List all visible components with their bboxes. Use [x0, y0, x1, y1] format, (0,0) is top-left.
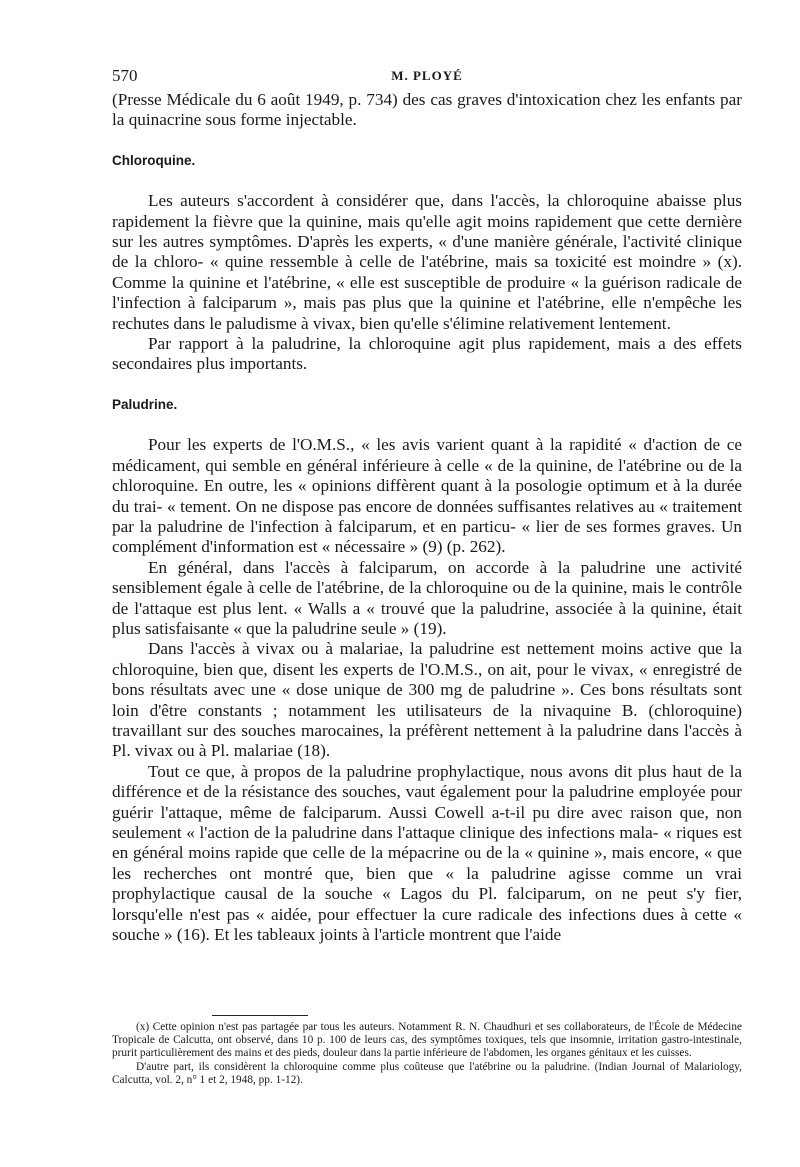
footnote: D'autre part, ils considèrent la chloroquine comme plus coûteuse que l'atébrine ou la paludrine. (Indian Journal of Malariology, Calcutta, vol. 2, n° 1 et 2, 1948, pp. 1-12).: [112, 1060, 742, 1086]
page-number: 570: [112, 66, 138, 85]
paragraph: Pour les experts de l'O.M.S., « les avis varient quant à la rapidité « d'action de ce médicament, qui semble en général inférieure à celle « de la quinine, de l'atébrine ou de la chloroquine. En outre, les « opinions diffèrent quant à la posologie optimum et à la durée du trai- « tement. On ne dispose pas encore de données suffisantes relatives au « traitement par la paludrine de l'infection à falciparum, et en particu- « lier de ses formes graves. Un complément d'information est « nécessaire » (9) (p. 262).: [112, 435, 742, 557]
article-text: [112, 90, 742, 945]
footnotes: [112, 1015, 742, 1087]
section-heading-chloroquine: Chloroquine.: [112, 152, 196, 168]
footnote-rule: [212, 1015, 308, 1016]
section-heading-paludrine: Paludrine.: [112, 396, 178, 412]
paragraph: Dans l'accès à vivax ou à malariae, la paludrine est nettement moins active que la chloroquine, bien que, disent les experts de l'O.M.S., on ait, pour le vivax, « enregistré de bons résultats avec une « dose unique de 300 mg de paludrine ». Ces bons résultats sont loin d'être constants ; notamment les utilisateurs de la nivaquine B. (chloroquine) travaillant sur des souches marocaines, la préfèrent nettement à la paludrine dans l'accès à Pl. vivax ou à Pl. malariae (18).: [112, 639, 742, 761]
paragraph: (Presse Médicale du 6 août 1949, p. 734) des cas graves d'intoxication chez les enfants par la quinacrine sous forme injectable.: [112, 90, 742, 130]
footnote: (x) Cette opinion n'est pas partagée par tous les auteurs. Notamment R. N. Chaudhuri et ses collaborateurs, de l'École de Médecine Tropicale de Calcutta, ont observé, dans 10 p. 100 de leurs cas, des symptômes toxiques, tels que insomnie, irritation gastro-intestinale, prurit particulièrement des mains et des pieds, douleur dans la partie inférieure de l'abdomen, les organes génitaux et les cuisses.: [112, 1021, 742, 1060]
running-head: M. PLOYÉ: [391, 68, 463, 83]
paragraph: Par rapport à la paludrine, la chloroquine agit plus rapidement, mais a des effets secondaires plus importants.: [112, 334, 742, 374]
page-body: [112, 66, 742, 945]
page-header: [112, 66, 742, 90]
paragraph: Les auteurs s'accordent à considérer que, dans l'accès, la chloroquine abaisse plus rapidement la fièvre que la quinine, mais qu'elle agit moins rapidement que cette dernière sur les autres symptômes. D'après les experts, « d'une manière générale, l'activité clinique de la chloro- « quine ressemble à celle de l'atébrine, mais sa toxicité est moindre » (x). Comme la quinine et l'atébrine, « elle est susceptible de produire « la guérison radicale de l'infection à falciparum », mais pas plus que la quinine et l'atébrine, elle n'empêche les rechutes dans le paludisme à vivax, bien qu'elle s'élimine relativement lentement.: [112, 191, 742, 333]
paragraph: En général, dans l'accès à falciparum, on accorde à la paludrine une activité sensiblement égale à celle de l'atébrine, de la chloroquine ou de la quinine, mais le contrôle de l'attaque est plus lent. « Walls a « trouvé que la paludrine, associée à la quinine, était plus satisfaisante « que la paludrine seule » (19).: [112, 557, 742, 638]
paragraph: Tout ce que, à propos de la paludrine prophylactique, nous avons dit plus haut de la différence et de la résistance des souches, vaut également pour la paludrine employée pour guérir l'attaque, même de falciparum. Aussi Cowell a-t-il pu dire avec raison que, non seulement « l'action de la paludrine dans l'attaque clinique des infections mala- « riques est en général moins rapide que celle de la mépacrine ou de la « quinine », mais encore, « que les recherches ont montré que, bien que « la paludrine agisse comme un vrai prophylactique causal de la souche « Lagos du Pl. falciparum, on ne peut s'y fier, lorsqu'elle n'est pas « aidée, pour effectuer la cure radicale des infections dues à cette « souche » (16). Et les tableaux joints à l'article montrent que l'aide: [112, 761, 742, 945]
